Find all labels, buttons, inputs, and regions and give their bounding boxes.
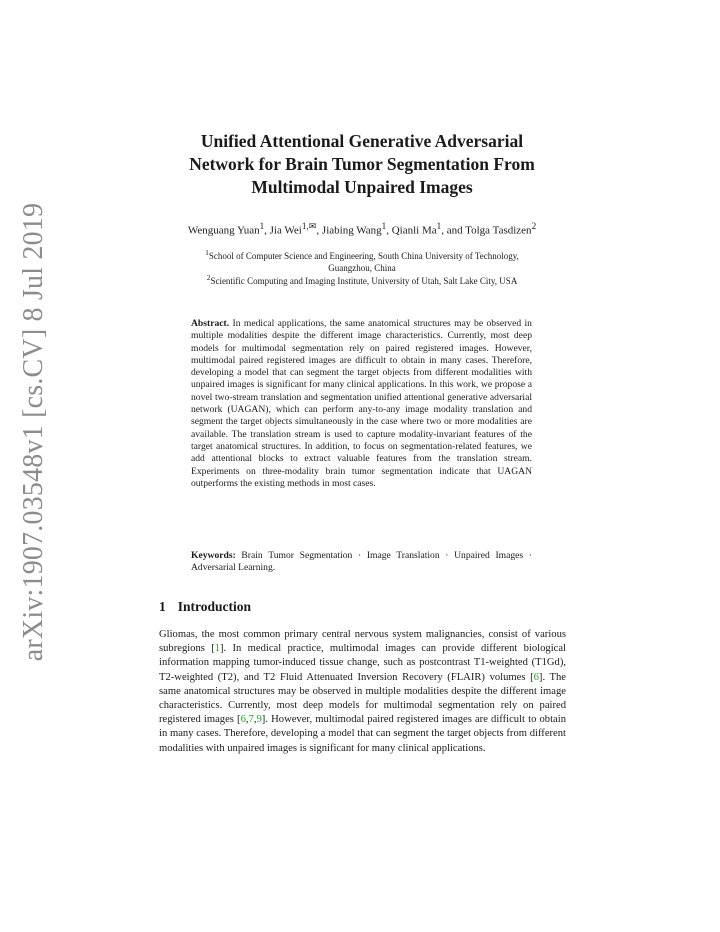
citation-link[interactable]: 1 [214, 643, 221, 655]
author-name: Jiabing Wang [321, 224, 382, 237]
affiliation-2 [140, 272, 584, 287]
affiliation-text: School of Computer Science and Engineering, South China University of Technology, [208, 251, 519, 261]
title-line-2: Network for Brain Tumor Segmentation From [189, 154, 535, 174]
author-name: Jia Wei [269, 224, 302, 237]
section-title: Introduction [177, 599, 252, 614]
citation-separator: , [253, 714, 257, 726]
keywords [191, 550, 532, 575]
paper-title [110, 130, 614, 199]
paragraph-text: Gliomas, the most common primary central nervous system malignancies, consist of various subregions [ [159, 629, 566, 655]
affiliation-mark: 1 [205, 248, 209, 257]
author-affiliation-mark: 1 [436, 221, 442, 231]
citation-link[interactable]: 6 [533, 671, 539, 683]
paragraph-text: ]. However, multimodal paired registered images are difficult to obtain in many cases. Therefore, developing a model that can segment the target objects from different modalities with unpaired images is significant for many clinical applications. [159, 714, 566, 754]
affiliation-1 [140, 247, 584, 274]
author-name: Tolga Tasdizen [465, 224, 532, 237]
keywords-text: Brain Tumor Segmentation · Image Translation · Unpaired Images · Adversarial Learning. [191, 550, 532, 574]
citation-separator: , [245, 714, 249, 726]
abstract-label: Abstract. [191, 318, 230, 329]
author-affiliation-mark: 1 [259, 221, 265, 231]
affiliation-city: Guangzhou, China [328, 263, 396, 273]
author-list: Wenguang Yuan$^1$, Jia Wei$^{1,✉}$, Jiabing Wang$^1$, Qianli Ma$^1$, and Tolga Tasdizen$^2$ [187, 221, 537, 237]
author-affiliation-mark: 1 [381, 221, 387, 231]
keywords-label: Keywords: [191, 550, 236, 561]
citation-link[interactable]: 9 [256, 714, 262, 726]
affiliation-text: Scientific Computing and Imaging Institute, University of Utah, Salt Lake City, USA [210, 276, 518, 286]
paragraph-text: ]. The same anatomical structures may be observed in multiple modalities despite the different image characteristics. Currently, most deep models for multimodal segmentation rely on paired registered images [ [159, 671, 566, 726]
author-affiliation-mark: 1,✉ [301, 221, 317, 231]
introduction-paragraph [159, 628, 566, 756]
citation-link[interactable]: 6 [240, 714, 246, 726]
affiliation-mark: 2 [206, 273, 211, 282]
arxiv-identifier-text: arXiv:1907.03548v1 [cs.CV] 8 Jul 2019 [18, 202, 49, 662]
title-line-3: Multimodal Unpaired Images [251, 177, 473, 197]
title-line-1: Unified Attentional Generative Adversarial [200, 131, 524, 151]
author-name: Wenguang Yuan [187, 224, 260, 237]
author-conjunction: and [446, 224, 463, 237]
paragraph-text: ]. In medical practice, multimodal images can provide different biological information mapping tumor-induced tissue change, such as postcontrast T1-weighted (T1Gd), T2-weighted (T2), and T2 Fluid Attenuated Inversion Recovery (FLAIR) volumes [ [159, 643, 566, 683]
author-affiliation-mark: 2 [531, 221, 537, 231]
citation-link[interactable]: 7 [248, 714, 254, 726]
section-number: 1 [159, 599, 166, 614]
abstract-text: In medical applications, the same anatomical structures may be observed in multiple modalities despite the different image characteristics. Currently, most deep models for multimodal segmentation rely on paired registered images. However, multimodal paired registered images are difficult to obtain in many cases. Therefore, developing a model that can segment the target objects from different modalities with unpaired images is significant for many clinical applications. In this work, we propose a novel two-stream translation and segmentation unified attentional generative adversarial network (UAGAN), which can perform any-to-any image modality translation and segment the target objects simultaneously in the case where two or more modalities are available. The translation stream is used to capture modality-invariant features of the target anatomical structures. In addition, to focus on segmentation-related features, we add attentional blocks to extract valuable features from the translation stream. Experiments on three-modality brain tumor segmentation indicate that UAGAN outperforms the existing methods in most cases. [191, 318, 532, 489]
author-name: Qianli Ma [391, 224, 437, 237]
abstract [191, 318, 532, 490]
section-heading-introduction [159, 598, 251, 616]
